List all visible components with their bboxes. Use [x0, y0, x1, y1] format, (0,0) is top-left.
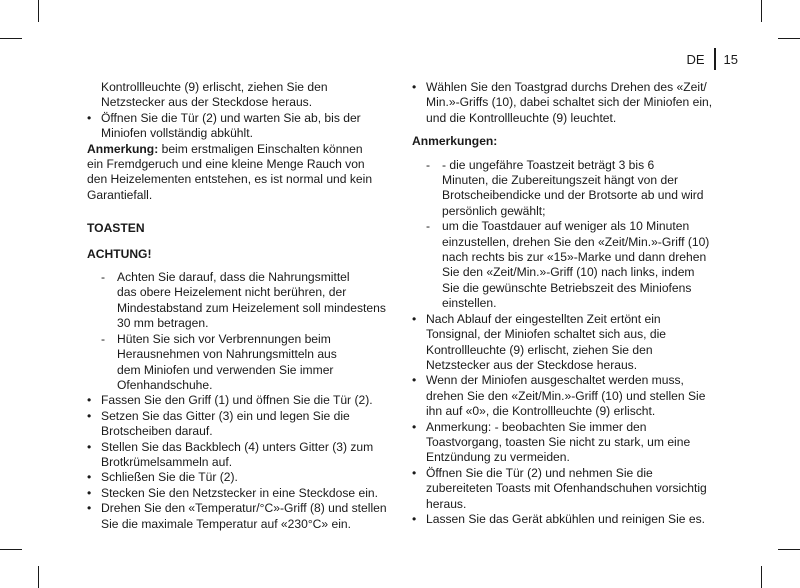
list-item: [412, 466, 722, 512]
text-line: • Öffnen Sie die Tür (2) und warten Sie ab, bis der: [101, 110, 361, 125]
list-item: [87, 393, 387, 408]
text-line: Netzstecker aus der Steckdose heraus.: [101, 95, 313, 110]
text-line: Brotscheiben darauf.: [101, 424, 213, 439]
crop-mark: [761, 566, 762, 588]
text-line: Brotkrümelsammeln auf.: [101, 454, 233, 469]
list-item: [87, 440, 387, 471]
text-line: • Lassen Sie das Gerät abkühlen und reinigen Sie es.: [426, 511, 706, 526]
warning-item: [87, 332, 387, 394]
crop-mark: [38, 0, 39, 22]
text-line: • Setzen Sie das Gitter (3) ein und legen Sie die: [101, 408, 350, 423]
text-line: • Stecken Sie den Netzstecker in eine Steckdose ein.: [101, 485, 378, 500]
text-line: zubereiteten Toasts mit Ofenhandschuhen vorsichtig: [426, 481, 707, 496]
section-title: TOASTEN: [87, 221, 145, 236]
text-line: Sie die gewünschte Betriebszeit des Miniofens: [442, 280, 692, 295]
text-line: • Nach Ablauf der eingestellten Zeit ertönt ein: [426, 311, 661, 326]
list-item: [87, 470, 387, 485]
crop-mark: [0, 549, 22, 550]
text-line: • Schließen Sie die Tür (2).: [101, 470, 238, 485]
header-divider: [714, 48, 716, 70]
text-line: Tonsignal, der Miniofen schaltet sich aus, die: [426, 327, 666, 342]
crop-mark: [38, 566, 39, 588]
text-line: drehen Sie den «Zeit/Min.»-Griff (10) und stellen Sie: [426, 388, 706, 403]
text-line: Kontrollleuchte (9) erlischt, ziehen Sie den: [101, 80, 328, 94]
list-item: [87, 409, 387, 440]
text-line: ein Fremdgeruch und eine kleine Menge Rauch von: [87, 157, 365, 172]
list-item: [412, 373, 722, 419]
text-line: persönlich gewählt;: [442, 203, 546, 218]
text-line: einstellen.: [442, 296, 497, 311]
text-line: • Anmerkung: - beobachten Sie immer den: [426, 419, 647, 434]
text-line: und die Kontrollleuchte (9) leuchtet.: [426, 110, 617, 125]
page-header: [686, 48, 738, 70]
list-item: [412, 420, 722, 466]
text-line: - um die Toastdauer auf weniger als 10 Minuten: [442, 219, 690, 234]
text-line: - Hüten Sie sich vor Verbrennungen beim: [117, 331, 331, 346]
text-line: Garantiefall.: [87, 187, 153, 202]
text-line: den Heizelementen entstehen, es ist normal und kein: [87, 172, 373, 187]
text-line: heraus.: [426, 496, 467, 511]
crop-mark: [0, 38, 22, 39]
text-line: Minuten, die Zubereitungszeit hängt von der: [442, 173, 678, 188]
text-line: Kontrollleuchte (9) erlischt, ziehen Sie den: [426, 342, 653, 357]
continued-text: [87, 80, 387, 111]
text-line: - Achten Sie darauf, dass die Nahrungsmittel: [117, 270, 350, 285]
text-line: Brotscheibendicke und der Brotsorte ab und wird: [442, 188, 704, 203]
list-item: [87, 501, 387, 532]
notes-title: Anmerkungen:: [412, 134, 498, 149]
list-item: [412, 512, 722, 527]
text-line: nach rechts bis zur «15»-Marke und dann drehen: [442, 250, 707, 265]
list-item: [87, 486, 387, 501]
crop-mark: [778, 38, 800, 39]
note-item: [412, 219, 722, 311]
right-column: [412, 80, 722, 527]
text-line: • Fassen Sie den Griff (1) und öffnen Sie die Tür (2).: [101, 393, 373, 408]
text-line: Entzündung zu vermeiden.: [426, 450, 570, 465]
text-line: Ofenhandschuhe.: [117, 377, 213, 392]
text-line: beim erstmaligen Einschalten können: [158, 141, 363, 156]
left-column: [87, 80, 387, 532]
text-line: Mindestabstand zum Heizelement soll mindestens: [117, 300, 386, 315]
text-line: Toastvorgang, toasten Sie nicht zu stark, um eine: [426, 434, 691, 449]
list-item: [87, 111, 387, 142]
note-label: Anmerkung:: [87, 141, 159, 156]
list-item: [412, 80, 722, 126]
text-line: einzustellen, drehen Sie den «Zeit/Min.»-Griff (10): [442, 234, 710, 249]
warning-title: ACHTUNG!: [87, 246, 152, 261]
text-line: ihn auf «0», die Kontrollleuchte (9) erlischt.: [426, 404, 656, 419]
text-line: Min.»-Griffs (10), dabei schaltet sich der Miniofen ein,: [426, 95, 713, 110]
text-line: • Wenn der Miniofen ausgeschaltet werden muss,: [426, 373, 684, 388]
language-code: DE: [686, 51, 705, 67]
list-item: [412, 312, 722, 374]
note-item: [412, 158, 722, 220]
text-line: Herausnehmen von Nahrungsmitteln aus: [117, 347, 337, 362]
text-line: dem Miniofen und verwenden Sie immer: [117, 362, 334, 377]
crop-mark: [761, 0, 762, 22]
text-line: • Öffnen Sie die Tür (2) und nehmen Sie die: [426, 465, 653, 480]
page-number: 15: [723, 51, 738, 67]
text-line: • Stellen Sie das Backblech (4) unters Gitter (3) zum: [101, 439, 374, 454]
note-paragraph: [87, 142, 387, 204]
text-line: Sie die maximale Temperatur auf «230°C» ein.: [101, 516, 351, 531]
warning-item: [87, 270, 387, 332]
text-line: 30 mm betragen.: [117, 316, 209, 331]
text-line: Sie den «Zeit/Min.»-Griff (10) nach links, indem: [442, 265, 695, 280]
text-line: Netzstecker aus der Steckdose heraus.: [426, 357, 638, 372]
text-line: - - die ungefähre Toastzeit beträgt 3 bis 6: [442, 157, 655, 172]
crop-mark: [778, 549, 800, 550]
text-line: • Wählen Sie den Toastgrad durchs Drehen des «Zeit/: [426, 80, 707, 94]
text-line: Miniofen vollständig abkühlt.: [101, 126, 253, 141]
text-line: das obere Heizelement nicht berühren, der: [117, 285, 347, 300]
text-line: • Drehen Sie den «Temperatur/°C»-Griff (8) und stellen: [101, 501, 387, 516]
